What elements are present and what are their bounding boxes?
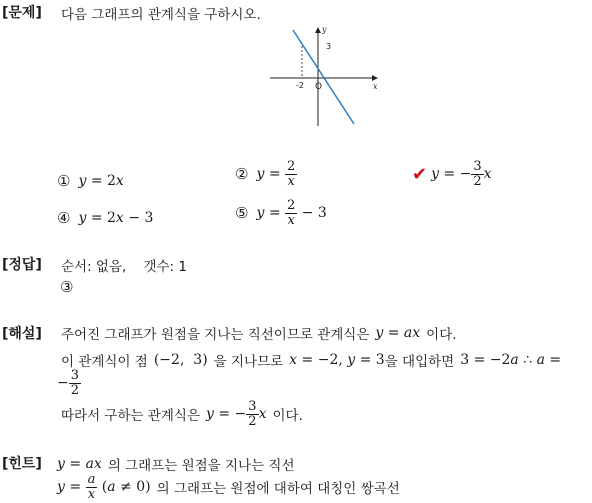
y-axis-label: y	[322, 25, 327, 34]
answer-choice: ③	[60, 278, 74, 296]
explanation-line2	[61, 350, 561, 370]
choice-4-num: ④	[57, 209, 71, 227]
graph-line	[293, 30, 354, 124]
explanation-line2-pre: 이 관계식이 점	[61, 354, 148, 370]
explanation-line1-pre: 주어진 그래프가 원점을 지나는 직선이므로 관계식은	[61, 327, 370, 343]
choice-4-text: y = 2x − 3	[78, 210, 154, 226]
x-tick-label: -2	[296, 81, 304, 90]
explanation-subst: x = −2, y = 3	[289, 352, 385, 368]
choice-4[interactable]	[57, 209, 153, 227]
hint-line1	[57, 454, 295, 474]
answer-line1: 순서: 없음, 갯수: 1	[61, 259, 187, 275]
explanation-line1	[61, 323, 457, 343]
question-text: 다음 그래프의 관계식을 구하시오.	[61, 7, 261, 23]
choice-3-text: y = − $\frac{3}{2}$ x	[431, 159, 492, 189]
choice-5[interactable]	[235, 199, 327, 227]
choice-2-num: ②	[235, 165, 249, 184]
answer-tag: [정답]	[2, 257, 42, 273]
check-icon: ✔	[412, 163, 428, 185]
graph	[268, 18, 383, 128]
choice-2-text: y = $\frac{2}{x}$	[256, 159, 296, 189]
explanation-line4-pre: 따라서 구하는 관계식은	[61, 408, 200, 425]
explanation-line4	[61, 400, 303, 428]
choice-5-text: y = $\frac{2}{x}$ − 3	[256, 198, 327, 228]
choice-3[interactable]	[412, 160, 492, 188]
explanation-line2-mid: 을 지나므로	[213, 354, 284, 370]
hint-line2-text: 의 그래프는 원점에 대하여 대칭인 쌍곡선	[156, 481, 400, 498]
y-axis-arrow	[315, 27, 321, 33]
hint-line1-text: 의 그래프는 원점을 지나는 직선	[107, 458, 295, 474]
hint-tag: [힌트]	[2, 456, 42, 472]
explanation-equation: 3 = −2a ∴ a =	[460, 352, 562, 368]
problem-tag: [문제]	[2, 5, 42, 21]
choice-5-num: ⑤	[235, 204, 249, 223]
x-axis-label: x	[373, 82, 378, 91]
hint-line2-math: y = $\frac{a}{x}$ (a ≠ 0)	[57, 472, 151, 502]
explanation-result: y = − $\frac{3}{2}$ x	[206, 399, 267, 429]
explanation-line3: − $\frac{3}{2}$	[57, 368, 80, 398]
explanation-line1-post: 이다.	[426, 327, 457, 343]
choice-1[interactable]	[57, 172, 124, 190]
x-axis-arrow	[372, 75, 378, 81]
y-tick-label: 3	[326, 42, 332, 51]
explanation-line4-post: 이다.	[272, 408, 303, 425]
origin-label: O	[315, 82, 323, 92]
explanation-line2-mid2: 을 대입하면	[384, 354, 455, 370]
explanation-line1-math: y = ax	[375, 325, 421, 341]
choice-1-num: ①	[57, 172, 71, 190]
hint-line1-math: y = ax	[57, 456, 102, 472]
explanation-point: (−2, 3)	[153, 352, 208, 368]
hint-line2	[57, 473, 400, 501]
choice-1-text: y = 2x	[78, 173, 124, 189]
choice-2[interactable]	[235, 160, 297, 188]
explanation-tag: [해설]	[2, 326, 42, 342]
